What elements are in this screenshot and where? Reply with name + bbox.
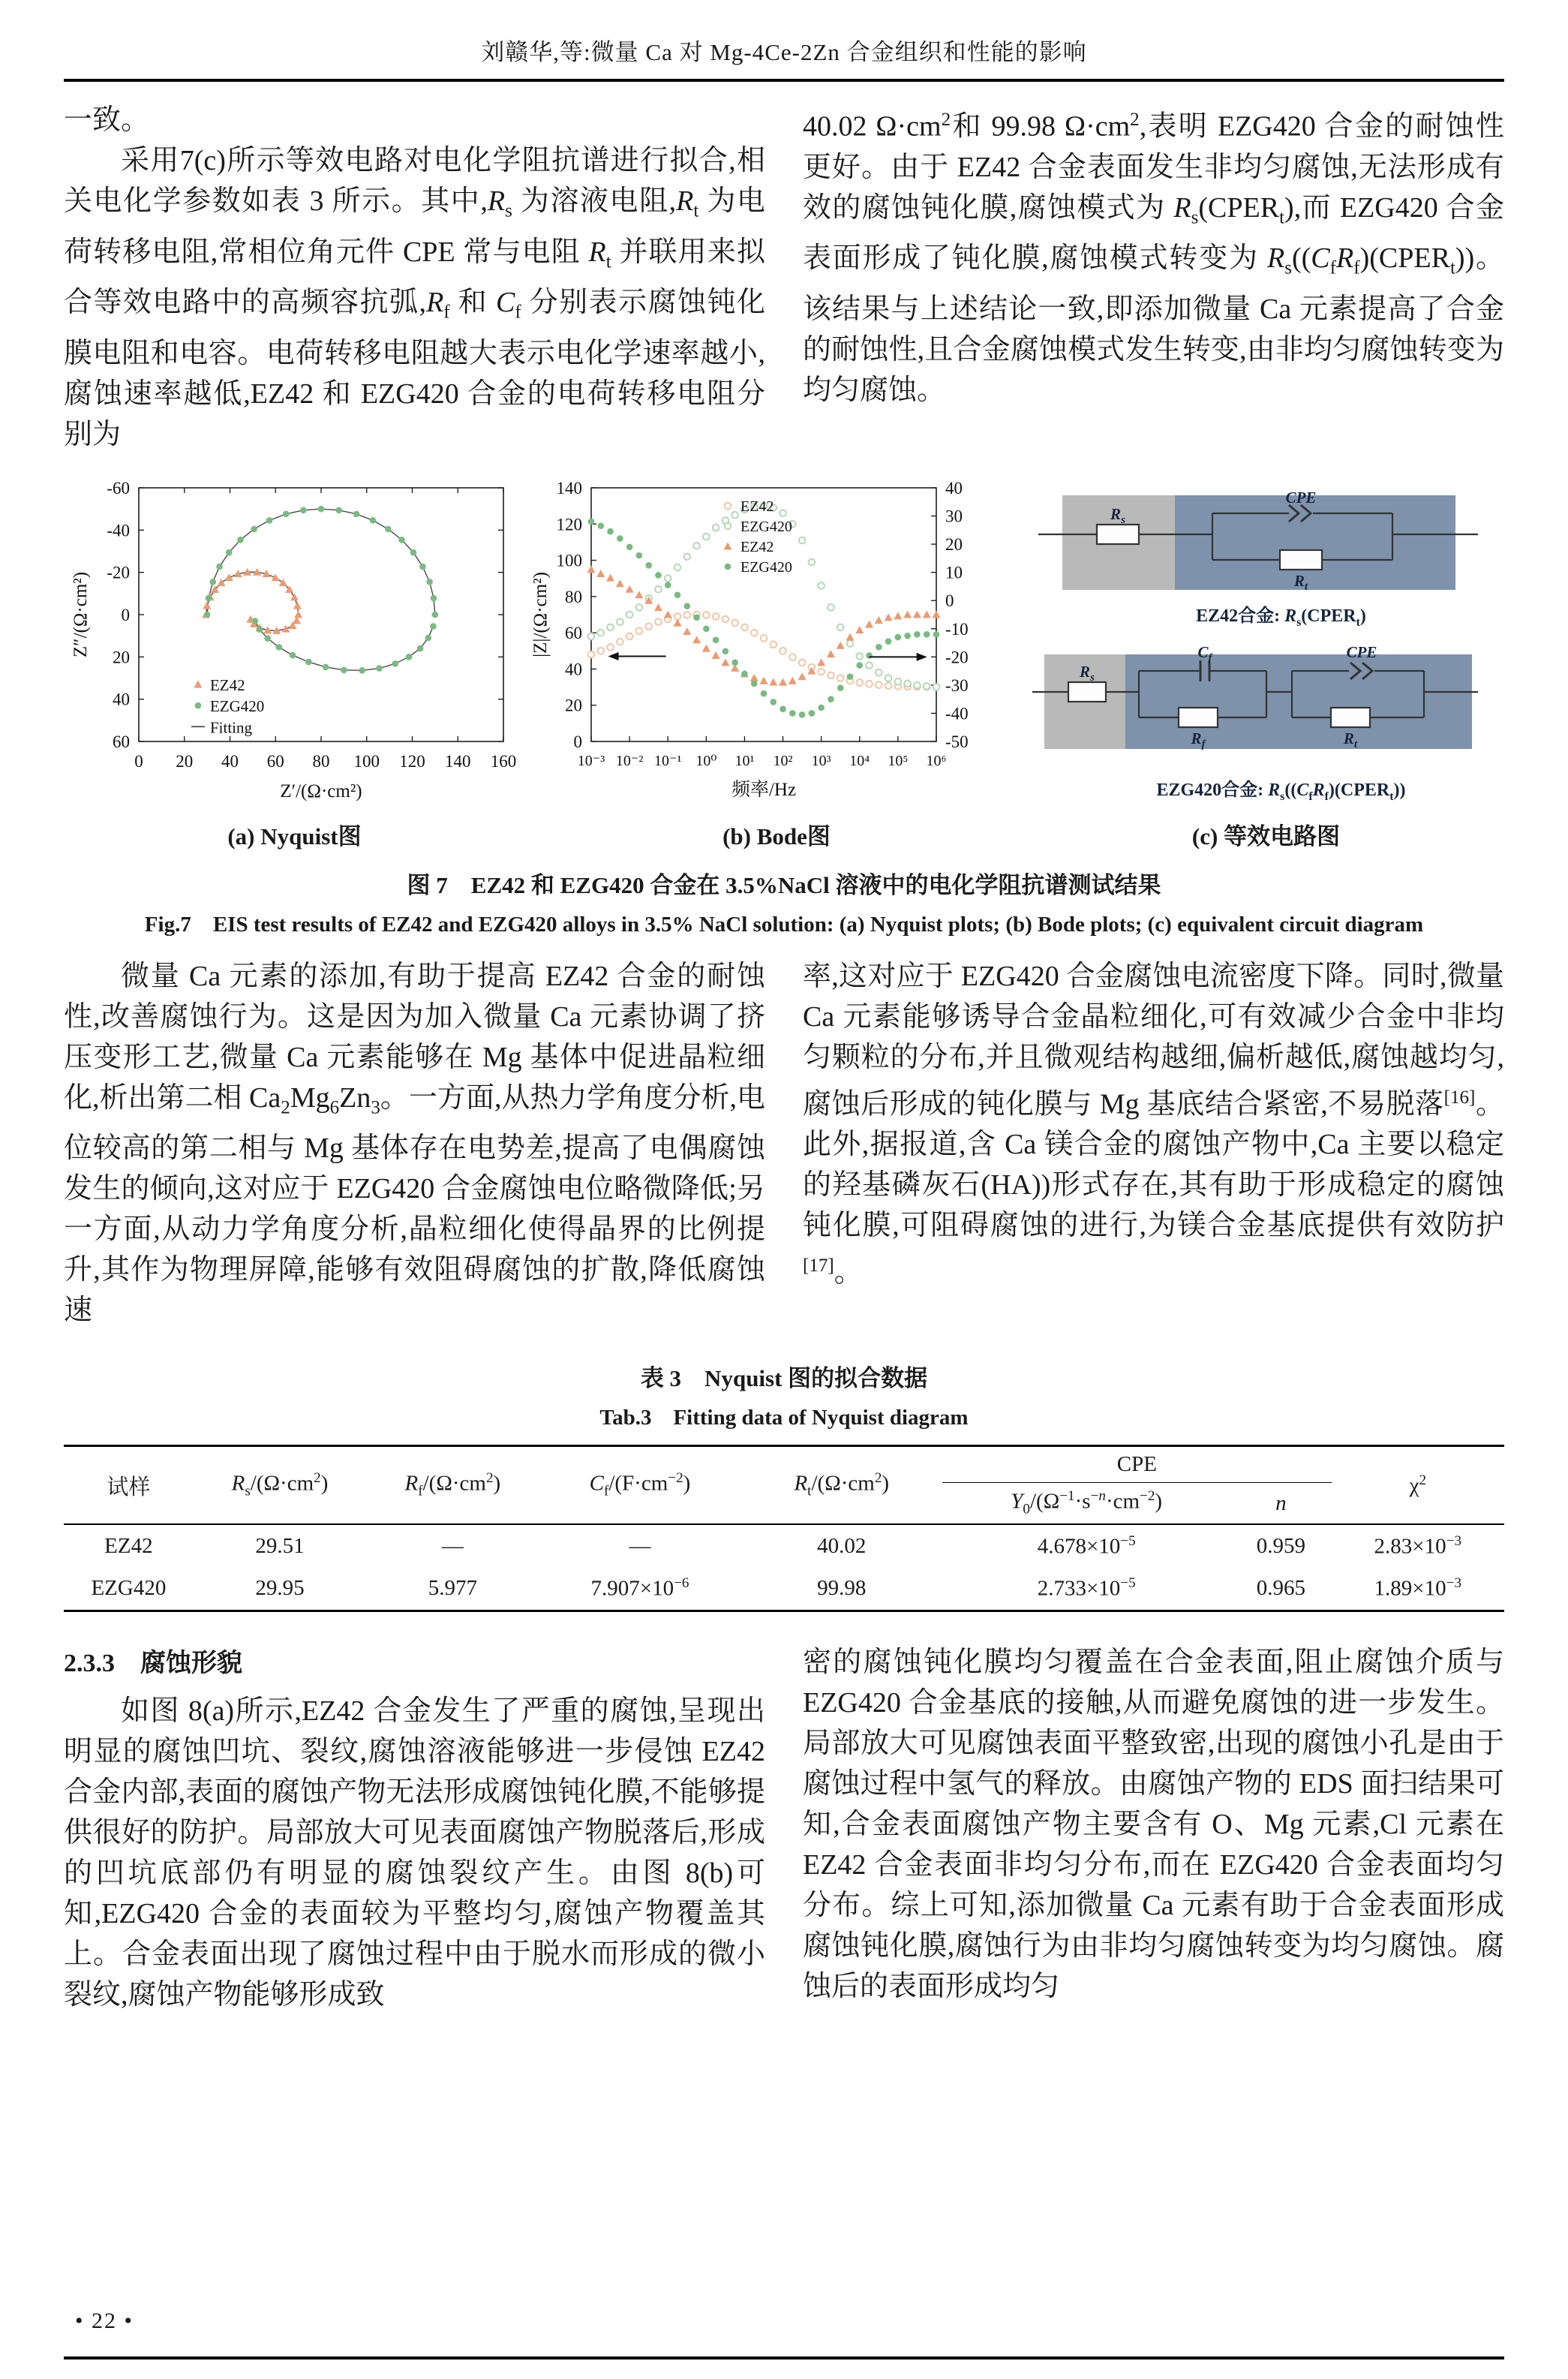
svg-text:0: 0 xyxy=(573,732,582,751)
column-right xyxy=(803,100,1504,455)
cell: 29.95 xyxy=(255,1576,305,1601)
cell: 29.51 xyxy=(255,1533,305,1558)
svg-text:100: 100 xyxy=(353,751,380,771)
circuit-caption-ez42: EZ42合金: $R_s(CPER_t)$ xyxy=(1196,606,1366,629)
col-header-rf: $R_f/(\Omega\cdot cm^2)$ xyxy=(404,1470,501,1499)
svg-text:10⁻²: 10⁻² xyxy=(615,752,644,769)
table-header xyxy=(64,1446,1504,1524)
fitting-table xyxy=(64,1445,1504,1612)
cell: 0.965 xyxy=(1256,1576,1305,1601)
svg-text:140: 140 xyxy=(556,478,582,498)
svg-text:-50: -50 xyxy=(945,732,969,751)
svg-text:-30: -30 xyxy=(945,675,969,695)
svg-text:160: 160 xyxy=(490,751,517,771)
svg-text:CPE: CPE xyxy=(1285,488,1317,507)
svg-text:80: 80 xyxy=(565,587,582,606)
paragraph: 40.02 $\Omega\cdot cm^2$和 99.98 $\Omega\cdot cm^2$,表明 EZG420 合金的耐蚀性更好。由于 EZ42 合金表面发生非均匀腐蚀,无法形成有效的腐蚀钝化膜,腐蚀模式为 $R_s(CPER_t)$,而 EZG420 合金表面形成了钝化膜,腐蚀模式转变为 $R_s((C_fR_f)(CPER_t))$。该结果与上述结论一致,即添加微量 Ca 元素提高了合金的耐蚀性,且合金腐蚀模式发生转变,由非均匀腐蚀转变为均匀腐蚀。 xyxy=(803,110,1505,406)
svg-text:20: 20 xyxy=(176,751,194,771)
svg-text:0: 0 xyxy=(121,605,130,624)
bode-plot xyxy=(525,476,1028,814)
table-title-zh: 表 3 Nyquist 图的拟合数据 xyxy=(640,1365,928,1392)
cell: 5.977 xyxy=(428,1576,477,1601)
svg-text:60: 60 xyxy=(565,623,582,642)
bottom-rule xyxy=(64,2356,1504,2359)
svg-text:120: 120 xyxy=(399,751,425,771)
cell: 40.02 xyxy=(817,1533,867,1558)
header-rule xyxy=(64,79,1504,82)
cell: 99.98 xyxy=(817,1576,867,1601)
svg-text:10: 10 xyxy=(945,563,963,582)
figure-caption-zh: 图 7 EZ42 和 EZG420 合金在 3.5%NaCl 溶液中的电化学阻抗谱测试结果 xyxy=(407,871,1161,898)
svg-text:20: 20 xyxy=(113,648,130,667)
svg-text:频率/Hz: 频率/Hz xyxy=(731,779,797,800)
paragraph: 一致。 xyxy=(64,104,150,136)
svg-text:10⁴: 10⁴ xyxy=(849,752,870,769)
svg-text:30: 30 xyxy=(945,507,963,526)
paragraph: 率,这对应于 EZG420 合金腐蚀电流密度下降。同时,微量 Ca 元素能够诱导合金晶粒细化,可有效减少合金中非均匀颗粒的分布,并且微观结构越细,偏析越低,腐蚀越均匀,腐蚀后形成的钝化膜与 Mg 基底结合紧密,不易脱落[16]。此外,据报道,含 Ca 镁合金的腐蚀产物中,Ca 主要以稳定的羟基磷灰石(HA))形式存在,其有助于形成稳定的腐蚀钝化膜,可阻碍腐蚀的进行,为镁合金基底提供有效防护[17]。 xyxy=(803,960,1504,1289)
svg-text:Rt: $R_t$ xyxy=(1343,729,1358,750)
svg-text:EZG420: EZG420 xyxy=(740,558,792,576)
cell: EZG420 xyxy=(91,1576,167,1601)
svg-text:Rs: $R_s$ xyxy=(1080,662,1095,684)
svg-text:-20: -20 xyxy=(945,648,969,667)
panel-b-label: (b) Bode图 xyxy=(722,823,831,850)
svg-text:Rs: $R_s$ xyxy=(1110,504,1125,526)
panel-c-label: (c) 等效电路图 xyxy=(1191,823,1341,850)
svg-text:-20: -20 xyxy=(107,563,130,582)
svg-text:10⁻³: 10⁻³ xyxy=(577,752,605,769)
cell: — xyxy=(629,1533,651,1558)
svg-text:0: 0 xyxy=(945,591,954,611)
circuit-panel xyxy=(1028,476,1504,851)
equivalent-circuit-diagram xyxy=(1028,476,1504,814)
svg-text:-10: -10 xyxy=(945,619,969,639)
paragraph: 采用7(c)所示等效电路对电化学阻抗谱进行拟合,相关电化学参数如表 3 所示。其中$,R_s$ 为溶液电阻$,R_t$ 为电荷转移电阻,常相位角元件 CPE 常与电阻 $R_t$ 并联用来拟合等效电路中的高频容抗弧$,R_f$ 和 $C_f$ 分别表示腐蚀钝化膜电阻和电容。电荷转移电阻越大表示电化学速率越小,腐蚀速率越低,EZ42 和 EZG420 合金的电荷转移电阻分别为 xyxy=(64,145,765,450)
svg-text:10⁶: 10⁶ xyxy=(926,752,947,769)
svg-text:40: 40 xyxy=(221,751,239,771)
nyquist-panel xyxy=(64,476,525,851)
svg-text:CPE: CPE xyxy=(1346,642,1377,661)
figure-7 xyxy=(64,476,1504,938)
table-title-en: Tab.3 Fitting data of Nyquist diagram xyxy=(599,1406,969,1430)
svg-text:60: 60 xyxy=(113,732,130,751)
svg-text:80: 80 xyxy=(312,751,330,771)
svg-text:20: 20 xyxy=(565,696,582,715)
column-right xyxy=(803,1642,1504,2015)
col-header-cpe: CPE xyxy=(942,1446,1331,1483)
svg-text:100: 100 xyxy=(556,551,582,570)
nyquist-plot xyxy=(64,476,525,814)
col-header-chi2: $\chi^2$ xyxy=(1409,1472,1426,1498)
table-row-ez42 xyxy=(64,1524,1504,1568)
svg-text:EZ42: EZ42 xyxy=(209,675,245,694)
text-block-2 xyxy=(64,956,1504,1331)
bode-panel xyxy=(525,476,1028,851)
running-title: 刘赣华,等:微量 Ca 对 Mg-4Ce-2Zn 合金组织和性能的影响 xyxy=(481,39,1087,65)
text-block-3 xyxy=(64,1642,1504,2015)
col-header-sample: 试样 xyxy=(107,1475,151,1499)
cell: $1.89\times 10^{-3}$ xyxy=(1374,1575,1462,1602)
col-header-n: n xyxy=(1275,1490,1287,1515)
page-header xyxy=(64,33,1504,82)
svg-text:40: 40 xyxy=(113,690,130,709)
cell: EZ42 xyxy=(104,1533,153,1558)
svg-text:140: 140 xyxy=(445,751,471,771)
svg-text:20: 20 xyxy=(945,534,963,554)
svg-text:10⁰: 10⁰ xyxy=(695,752,717,769)
panel-a-label: (a) Nyquist图 xyxy=(227,823,362,850)
svg-text:0: 0 xyxy=(134,751,143,771)
svg-text:120: 120 xyxy=(556,515,582,534)
figure-panels xyxy=(64,476,1504,851)
svg-text:60: 60 xyxy=(266,751,284,771)
cell: $4.678\times 10^{-5}$ xyxy=(1037,1532,1136,1559)
svg-text:Z′/(Ω·cm²): Z′/(Ω·cm²) xyxy=(280,780,362,802)
svg-text:|Z|/(Ω·cm²): |Z|/(Ω·cm²) xyxy=(530,571,551,657)
svg-text:Rf: $R_f$ xyxy=(1191,729,1206,750)
page-number: • 22 • xyxy=(75,2308,134,2333)
cell: 0.959 xyxy=(1256,1533,1305,1558)
col-header-cf: $C_f/(F\cdot cm^{-2})$ xyxy=(589,1470,691,1499)
paragraph: 微量 Ca 元素的添加,有助于提高 EZ42 合金的耐蚀性,改善腐蚀行为。这是因为加入微量 Ca 元素协调了挤压变形工艺,微量 Ca 元素能够在 Mg 基体中促进晶粒细化,析出第二相 $Ca_2Mg_6Zn_3$。一方面,从热力学角度分析,电位较高的第二相与 Mg 基体存在电势差,提高了电偶腐蚀发生的倾向,这对应于 EZG420 合金腐蚀电位略微降低;另一方面,从动力学角度分析,晶粒细化使得晶界的比例提升,其作为物理屏障,能够有效阻碍腐蚀的扩散,降低腐蚀速 xyxy=(64,960,765,1327)
svg-text:-40: -40 xyxy=(107,521,130,540)
svg-text:10²: 10² xyxy=(773,752,793,769)
svg-text:10⁵: 10⁵ xyxy=(888,752,909,769)
cell: $2.733\times 10^{-5}$ xyxy=(1037,1575,1136,1602)
svg-text:40: 40 xyxy=(565,660,582,679)
svg-text:Cf: $C_f$ xyxy=(1197,642,1212,664)
figure-caption xyxy=(64,866,1504,938)
col-header-rt: $R_t/(\Omega\cdot cm^2)$ xyxy=(794,1470,890,1499)
column-left xyxy=(64,100,765,455)
paragraph: 密的腐蚀钝化膜均匀覆盖在合金表面,阻止腐蚀介质与 EZG420 合金基底的接触,从而避免腐蚀的进一步发生。局部放大可见腐蚀表面平整致密,出现的腐蚀小孔是由于腐蚀过程中氢气的释放。由腐蚀产物的 EDS 面扫结果可知,合金表面腐蚀产物主要含有 O、Mg 元素,Cl 元素在 EZ42 合金表面非均匀分布,而在 EZG420 合金表面均匀分布。综上可知,添加微量 Ca 元素有助于合金表面形成腐蚀钝化膜,腐蚀行为由非均匀腐蚀转变为均匀腐蚀。腐蚀后的表面形成均匀 xyxy=(803,1647,1504,2003)
svg-text:EZ42: EZ42 xyxy=(740,498,774,515)
svg-text:Rt: $R_t$ xyxy=(1293,571,1308,593)
column-left xyxy=(64,1642,765,2015)
col-header-y0: $Y_0/(\Omega^{-1}\cdot s^{-n}\cdot cm^{-2})$ xyxy=(1011,1488,1163,1517)
text-block-1 xyxy=(64,100,1504,455)
column-right xyxy=(803,956,1504,1331)
svg-text:-60: -60 xyxy=(107,478,130,498)
section-heading-2-3-3: 2.3.3 腐蚀形貌 xyxy=(64,1650,242,1678)
svg-text:40: 40 xyxy=(945,478,963,498)
svg-text:EZG420: EZG420 xyxy=(740,518,792,535)
svg-text:-40: -40 xyxy=(945,704,969,723)
paragraph: 如图 8(a)所示,EZ42 合金发生了严重的腐蚀,呈现出明显的腐蚀凹坑、裂纹,腐蚀溶液能够进一步侵蚀 EZ42 合金内部,表面的腐蚀产物无法形成腐蚀钝化膜,不能够提供很好的防护。局部放大可见表面腐蚀产物脱落后,形成的凹坑底部仍有明显的腐蚀裂纹产生。由图 8(b)可知,EZG420 合金的表面较为平整均匀,腐蚀产物覆盖其上。合金表面出现了腐蚀过程中由于脱水而形成的微小裂纹,腐蚀产物能够形成致 xyxy=(64,1695,765,2011)
svg-text:10¹: 10¹ xyxy=(734,752,755,769)
table-row-ezg420 xyxy=(64,1567,1504,1611)
column-left xyxy=(64,956,765,1331)
cell: — xyxy=(441,1533,464,1558)
svg-text:EZG420: EZG420 xyxy=(209,696,265,715)
figure-caption-en: Fig.7 EIS test results of EZ42 and EZG420 alloys in 3.5% NaCl solution: (a) Nyquist plots; (b) Bode plots; (c) equivalent circuit diagram xyxy=(144,912,1424,937)
circuit-caption-ezg420: EZG420合金: $R_s((C_fR_f)(CPER_t))$ xyxy=(1156,780,1406,803)
cell: $7.907\times 10^{-6}$ xyxy=(590,1575,689,1602)
svg-text:EZ42: EZ42 xyxy=(740,538,774,555)
svg-text:10³: 10³ xyxy=(811,752,831,769)
col-header-rs: $R_s/(\Omega\cdot cm^2)$ xyxy=(231,1470,329,1499)
svg-text:Fitting: Fitting xyxy=(209,718,253,737)
svg-text:Z″/(Ω·cm²): Z″/(Ω·cm²) xyxy=(71,571,91,657)
svg-text:10⁻¹: 10⁻¹ xyxy=(653,752,682,769)
cell: $2.83\times 10^{-3}$ xyxy=(1374,1532,1462,1559)
